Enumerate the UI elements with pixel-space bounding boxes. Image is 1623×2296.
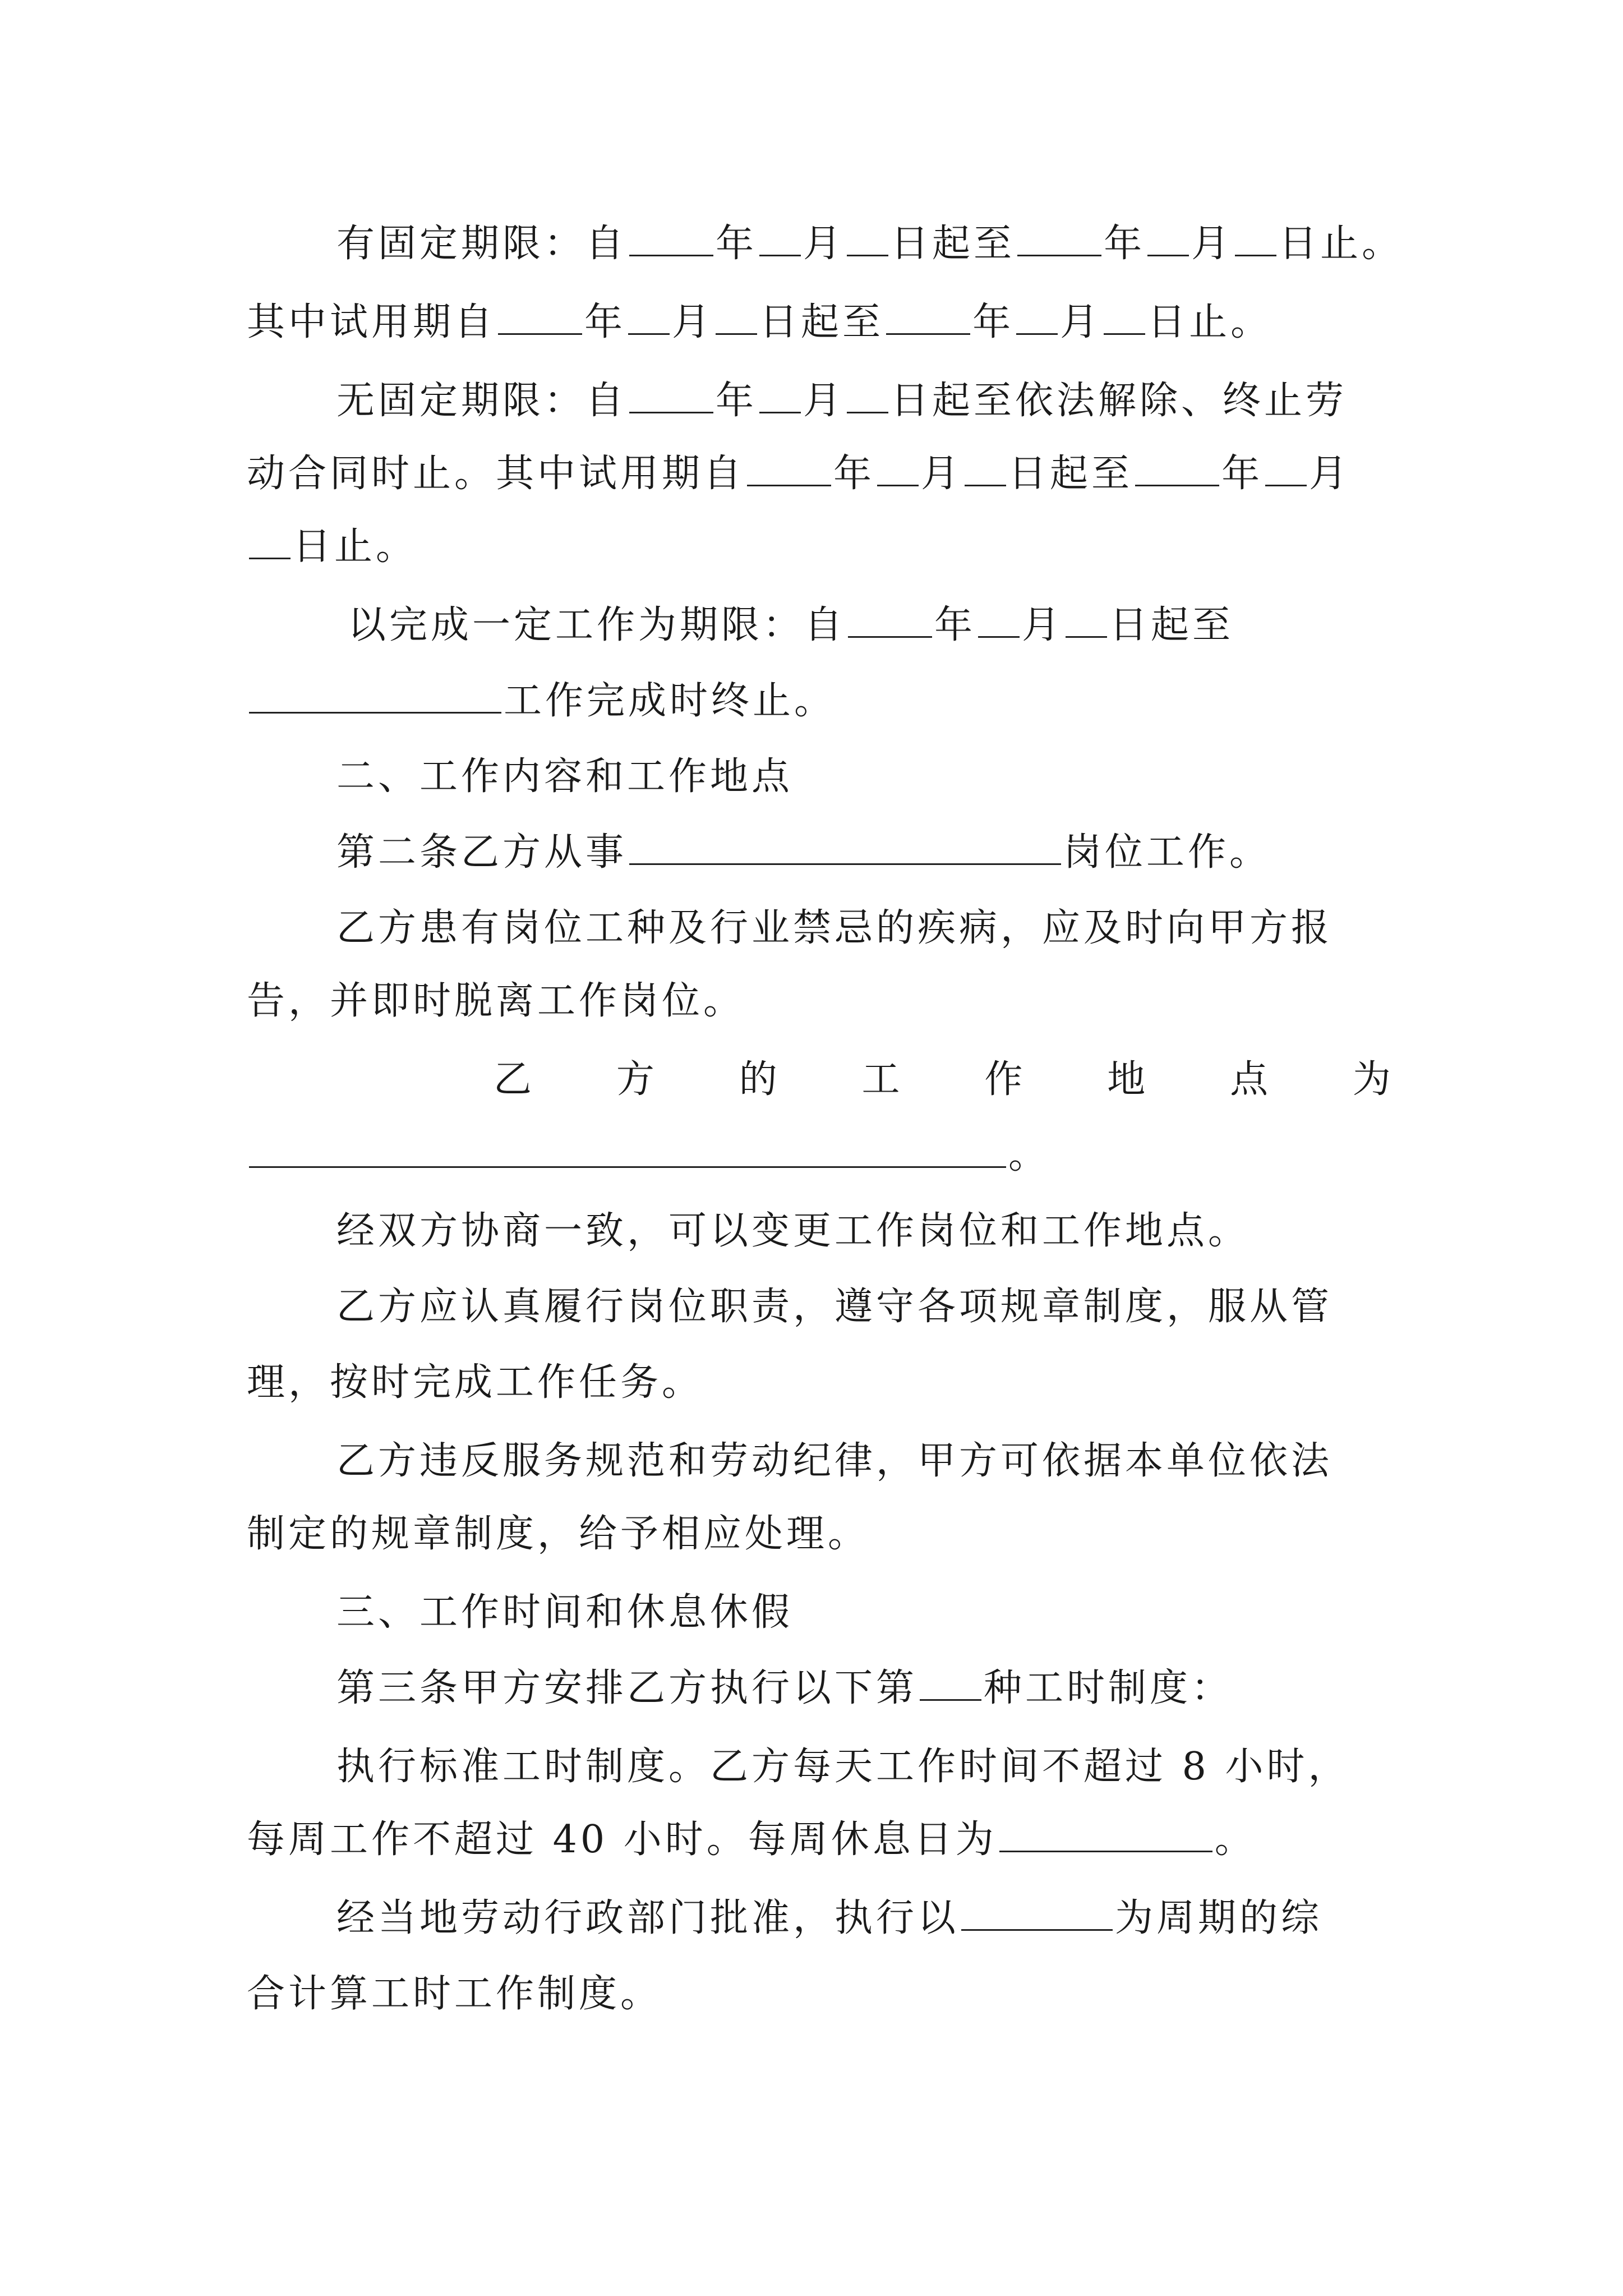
section-heading-3 <box>336 1582 1391 1644</box>
work-location-line <box>494 1049 1391 1111</box>
blank-field <box>886 298 970 335</box>
blank-field <box>759 377 801 413</box>
blank-field <box>961 1894 1113 1931</box>
text: 经双方协商一致，可以变更工作岗位和工作地点。 <box>336 1209 1250 1253</box>
text: 年 <box>934 603 976 647</box>
paragraph-line <box>247 1352 1391 1414</box>
probation-end-line <box>247 516 1391 578</box>
text: 执行标准工时制度。乙方每天工作时间不超过 8 小时， <box>336 1745 1350 1789</box>
blank-field <box>999 1816 1212 1852</box>
blank-field <box>628 298 670 335</box>
blank-field <box>629 220 713 256</box>
blank-field <box>759 220 801 256</box>
blank-field <box>249 523 291 559</box>
blank-field <box>1135 450 1219 486</box>
text: 方 <box>616 1057 654 1102</box>
text: 乙方患有岗位工种及行业禁忌的疾病，应及时向甲方报 <box>336 906 1333 950</box>
text: 年 <box>716 222 758 266</box>
text: 工作完成时终止。 <box>504 679 836 723</box>
blank-field <box>1016 298 1058 335</box>
blank-field <box>847 220 888 256</box>
article-3-line <box>336 1658 1391 1719</box>
work-location-blank-line <box>247 1125 1391 1186</box>
blank-field <box>1066 601 1107 638</box>
probation-line-1 <box>247 292 1391 353</box>
text: 种工时制度： <box>984 1666 1233 1710</box>
text: 的 <box>739 1057 777 1102</box>
blank-field <box>716 298 757 335</box>
text: 告，并即时脱离工作岗位。 <box>247 979 745 1023</box>
text: 二、工作内容和工作地点 <box>336 754 794 799</box>
rest-day-line <box>247 1809 1391 1871</box>
text: 为 <box>1352 1057 1391 1102</box>
text: 日起至 <box>759 300 884 344</box>
blank-field <box>920 1664 981 1701</box>
text: 作 <box>984 1057 1023 1102</box>
blank-field <box>249 1131 1006 1168</box>
text: 第二条乙方从事 <box>336 830 628 875</box>
text: 日止。 <box>1279 222 1404 266</box>
blank-field <box>747 450 831 486</box>
text: 月 <box>1060 300 1102 344</box>
task-complete-line <box>247 670 1391 732</box>
text: 制定的规章制度，给予相应处理。 <box>247 1512 870 1556</box>
text: 每周工作不超过 40 小时。每周休息日为 <box>247 1818 997 1862</box>
blank-field <box>847 377 888 413</box>
text: 日起至 <box>891 222 1016 266</box>
text: 经当地劳动行政部门批准，执行以 <box>336 1896 960 1940</box>
paragraph-line <box>336 1276 1391 1338</box>
text: 日起至 <box>1109 603 1234 647</box>
text: 无固定期限：自 <box>336 379 628 423</box>
paragraph-line <box>336 898 1391 959</box>
text: 乙 <box>494 1057 532 1102</box>
text: 点 <box>1230 1057 1269 1102</box>
text: 理，按时完成工作任务。 <box>247 1360 704 1405</box>
text: 日起至 <box>1008 452 1133 496</box>
paragraph-line <box>336 1736 1391 1798</box>
text: 月 <box>803 222 845 266</box>
text: 其中试用期自 <box>247 300 496 344</box>
blank-field <box>1265 450 1307 486</box>
text: 乙方应认真履行岗位职责，遵守各项规章制度，服从管 <box>336 1285 1333 1329</box>
text: 。 <box>1008 1133 1050 1177</box>
text: 月 <box>1309 452 1351 496</box>
blank-field <box>629 829 1061 865</box>
blank-field <box>1104 298 1145 335</box>
text: 岗位工作。 <box>1063 830 1271 875</box>
fixed-term-line <box>336 213 1404 275</box>
blank-field <box>249 677 501 714</box>
text: 有固定期限：自 <box>336 222 628 266</box>
text: 年 <box>584 300 626 344</box>
text: 月 <box>921 452 963 496</box>
blank-field <box>1235 220 1276 256</box>
comprehensive-hours-line <box>336 1888 1391 1949</box>
blank-field <box>978 601 1020 638</box>
probation-line-2 <box>247 443 1391 505</box>
text: 年 <box>833 452 875 496</box>
text: 地 <box>1107 1057 1146 1102</box>
open-ended-line <box>336 370 1391 432</box>
text: 乙方违反服务规范和劳动纪律，甲方可依据本单位依法 <box>336 1439 1333 1483</box>
text: 年 <box>1104 222 1146 266</box>
text: 动合同时止。其中试用期自 <box>247 452 745 496</box>
text: 月 <box>672 300 714 344</box>
text: 工 <box>861 1057 900 1102</box>
paragraph-line <box>247 970 1391 1032</box>
text: 日起至依法解除、终止劳 <box>891 379 1348 423</box>
text: 日止。 <box>293 524 418 569</box>
section-heading-2 <box>336 746 1391 808</box>
text: 为周期的综 <box>1115 1896 1323 1940</box>
text: 月 <box>1022 603 1064 647</box>
blank-field <box>877 450 919 486</box>
blank-field <box>848 601 932 638</box>
blank-field <box>498 298 582 335</box>
text: 月 <box>803 379 845 423</box>
text: 年 <box>716 379 758 423</box>
task-term-line <box>348 595 1402 656</box>
blank-field <box>629 377 713 413</box>
blank-field <box>1017 220 1101 256</box>
text: 年 <box>1221 452 1264 496</box>
blank-field <box>965 450 1006 486</box>
text: 日止。 <box>1147 300 1272 344</box>
blank-field <box>1147 220 1189 256</box>
article-2-line <box>336 822 1391 884</box>
text: 三、工作时间和休息休假 <box>336 1590 794 1635</box>
text: 第三条甲方安排乙方执行以下第 <box>336 1666 918 1710</box>
text: 月 <box>1191 222 1233 266</box>
text: 以完成一定工作为期限：自 <box>348 603 846 647</box>
paragraph-line <box>247 1963 1391 2025</box>
paragraph-line <box>336 1200 1391 1262</box>
text: 年 <box>972 300 1015 344</box>
paragraph-line <box>247 1503 1391 1565</box>
text: 。 <box>1214 1818 1256 1862</box>
text: 合计算工时工作制度。 <box>247 1972 662 2016</box>
paragraph-line <box>336 1430 1391 1492</box>
